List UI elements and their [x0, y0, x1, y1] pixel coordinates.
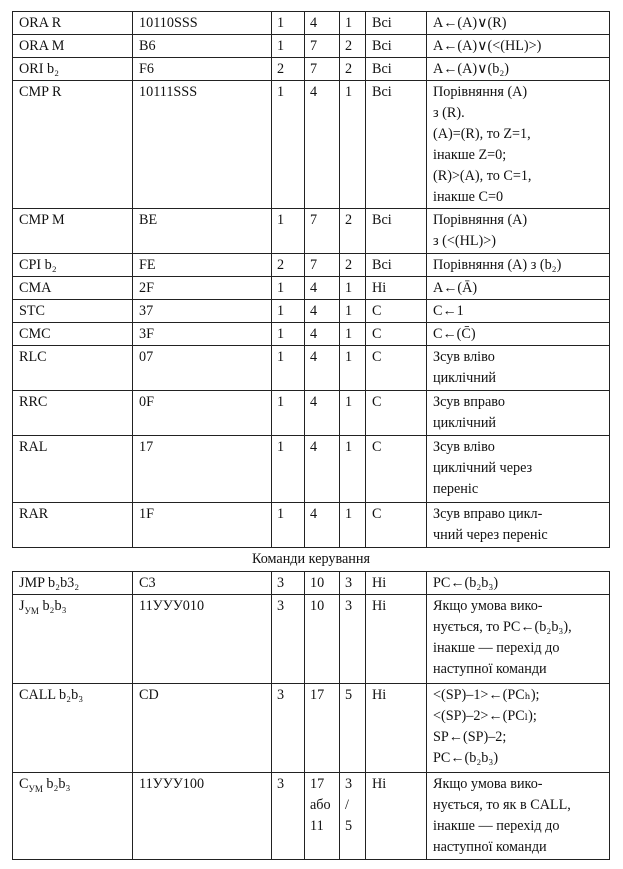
flags-cell: Ні [366, 595, 427, 684]
bytes-cell: 1 [272, 81, 305, 209]
opcode-cell: 0F [133, 391, 272, 436]
table-row [13, 595, 610, 684]
bytes-cell: 1 [272, 35, 305, 58]
section-title: Команди керування [13, 548, 610, 572]
opcode-cell: BE [133, 209, 272, 254]
opcode-cell: FE [133, 254, 272, 277]
flags-cell: Ні [366, 684, 427, 773]
flags-cell: Всі [366, 58, 427, 81]
machine-cycles-cell: 2 [340, 35, 366, 58]
description-cell: Якщо умова вико- нується, то PC←(b₂b₃), інакше — перехід до наступної команди [427, 595, 610, 684]
table-row [13, 58, 610, 81]
flags-cell: Ні [366, 572, 427, 595]
flags-cell: C [366, 300, 427, 323]
machine-cycles-cell: 1 [340, 346, 366, 391]
table-row [13, 300, 610, 323]
machine-cycles-cell: 5 [340, 684, 366, 773]
instruction-table [12, 11, 610, 860]
table-row [13, 684, 610, 773]
description-cell: Зсув вправо циклічний [427, 391, 610, 436]
mnemonic-cell: RLC [13, 346, 133, 391]
mnemonic-cell: CMA [13, 277, 133, 300]
machine-cycles-cell: 2 [340, 254, 366, 277]
cycles-cell: 4 [305, 81, 340, 209]
cycles-cell: 4 [305, 323, 340, 346]
description-cell: A←(Ā) [427, 277, 610, 300]
bytes-cell: 1 [272, 391, 305, 436]
mnemonic-cell: ORA M [13, 35, 133, 58]
table-row [13, 323, 610, 346]
cycles-cell: 7 [305, 35, 340, 58]
bytes-cell: 1 [272, 300, 305, 323]
bytes-cell: 3 [272, 773, 305, 860]
table-row [13, 572, 610, 595]
description-cell: A←(A)∨(<(HL)>) [427, 35, 610, 58]
mnemonic-cell: CALL b₂b₃ [13, 684, 133, 773]
description-cell: A←(A)∨(R) [427, 12, 610, 35]
cycles-cell: 4 [305, 503, 340, 548]
description-cell: Зсув вліво циклічний через перенiс [427, 436, 610, 503]
bytes-cell: 2 [272, 58, 305, 81]
flags-cell: Всі [366, 81, 427, 209]
bytes-cell: 2 [272, 254, 305, 277]
bytes-cell: 3 [272, 572, 305, 595]
cycles-cell: 4 [305, 436, 340, 503]
mnemonic-cell: RRC [13, 391, 133, 436]
machine-cycles-cell: 1 [340, 436, 366, 503]
table-row [13, 35, 610, 58]
bytes-cell: 1 [272, 277, 305, 300]
description-cell: Зсув вправо цикл- чний через перенiс [427, 503, 610, 548]
opcode-cell: 11УУУ100 [133, 773, 272, 860]
cycles-cell: 4 [305, 277, 340, 300]
table-row [13, 503, 610, 548]
cycles-cell: 17 [305, 684, 340, 773]
table-row [13, 81, 610, 209]
opcode-cell: C3 [133, 572, 272, 595]
cycles-cell: 4 [305, 346, 340, 391]
mnemonic-cell: CMC [13, 323, 133, 346]
bytes-cell: 3 [272, 595, 305, 684]
flags-cell: C [366, 323, 427, 346]
table-row [13, 773, 610, 860]
description-cell: Якщо умова вико- нується, то як в CALL, інакше — перехід до наступної команди [427, 773, 610, 860]
description-cell: C←(C̄) [427, 323, 610, 346]
flags-cell: Ні [366, 773, 427, 860]
opcode-cell: CD [133, 684, 272, 773]
table-row [13, 346, 610, 391]
mnemonic-cell: RAR [13, 503, 133, 548]
description-cell: PC←(b₂b₃) [427, 572, 610, 595]
opcode-cell: 37 [133, 300, 272, 323]
flags-cell: Ні [366, 277, 427, 300]
table-row [13, 254, 610, 277]
cycles-cell: 7 [305, 58, 340, 81]
opcode-cell: B6 [133, 35, 272, 58]
machine-cycles-cell: 2 [340, 58, 366, 81]
cycles-cell: 7 [305, 254, 340, 277]
description-cell: C←1 [427, 300, 610, 323]
table-row [13, 209, 610, 254]
opcode-cell: 1F [133, 503, 272, 548]
opcode-cell: 10110SSS [133, 12, 272, 35]
machine-cycles-cell: 3 [340, 572, 366, 595]
mnemonic-cell: CMP R [13, 81, 133, 209]
mnemonic-cell: $C_{УМ}$ b₂b₃ [13, 773, 133, 860]
flags-cell: C [366, 391, 427, 436]
mnemonic-cell: JMP b₂b3₂ [13, 572, 133, 595]
flags-cell: Всі [366, 12, 427, 35]
flags-cell: Всі [366, 35, 427, 58]
opcode-cell: 17 [133, 436, 272, 503]
description-cell: Порівняння (A) з (<(HL)>) [427, 209, 610, 254]
table-row [13, 391, 610, 436]
table-row [13, 277, 610, 300]
cycles-cell: 4 [305, 12, 340, 35]
table-row [13, 12, 610, 35]
machine-cycles-cell: 1 [340, 81, 366, 209]
machine-cycles-cell: 1 [340, 300, 366, 323]
machine-cycles-cell: 3 / 5 [340, 773, 366, 860]
table-row [13, 436, 610, 503]
flags-cell: Всі [366, 254, 427, 277]
machine-cycles-cell: 1 [340, 323, 366, 346]
mnemonic-cell: RAL [13, 436, 133, 503]
bytes-cell: 1 [272, 209, 305, 254]
flags-cell: C [366, 346, 427, 391]
section-header [13, 548, 610, 572]
flags-cell: Всі [366, 209, 427, 254]
bytes-cell: 3 [272, 684, 305, 773]
bytes-cell: 1 [272, 12, 305, 35]
description-cell: A←(A)∨(b₂) [427, 58, 610, 81]
machine-cycles-cell: 1 [340, 391, 366, 436]
opcode-cell: 3F [133, 323, 272, 346]
bytes-cell: 1 [272, 323, 305, 346]
machine-cycles-cell: 2 [340, 209, 366, 254]
cycles-cell: 4 [305, 391, 340, 436]
description-cell: Зсув вліво циклічний [427, 346, 610, 391]
cycles-cell: 10 [305, 595, 340, 684]
opcode-cell: F6 [133, 58, 272, 81]
machine-cycles-cell: 1 [340, 503, 366, 548]
opcode-cell: 10111SSS [133, 81, 272, 209]
description-cell: Порівняння (A) з (b₂) [427, 254, 610, 277]
flags-cell: C [366, 503, 427, 548]
cycles-cell: 4 [305, 300, 340, 323]
machine-cycles-cell: 1 [340, 277, 366, 300]
cycles-cell: 17 або 11 [305, 773, 340, 860]
opcode-cell: 2F [133, 277, 272, 300]
mnemonic-cell: STC [13, 300, 133, 323]
cycles-cell: 7 [305, 209, 340, 254]
opcode-cell: 07 [133, 346, 272, 391]
mnemonic-cell: ORA R [13, 12, 133, 35]
mnemonic-cell: $J_{УМ}$ b₂b₃ [13, 595, 133, 684]
cycles-cell: 10 [305, 572, 340, 595]
bytes-cell: 1 [272, 436, 305, 503]
description-cell: Порівняння (A) з (R). (A)=(R), то Z=1, інакше Z=0; (R)>(A), то C=1, інакше C=0 [427, 81, 610, 209]
mnemonic-cell: CMP M [13, 209, 133, 254]
instruction-rows-arithmetic-logic [13, 12, 610, 548]
mnemonic-cell: CPI b₂ [13, 254, 133, 277]
flags-cell: C [366, 436, 427, 503]
machine-cycles-cell: 1 [340, 12, 366, 35]
mnemonic-cell: ORI b₂ [13, 58, 133, 81]
description-cell: <(SP)–1>←(PCₕ); <(SP)–2>←(PCₗ); SP←(SP)–2; PC←(b₂b₃) [427, 684, 610, 773]
bytes-cell: 1 [272, 346, 305, 391]
bytes-cell: 1 [272, 503, 305, 548]
instruction-rows-control [13, 572, 610, 860]
opcode-cell: 11УУУ010 [133, 595, 272, 684]
machine-cycles-cell: 3 [340, 595, 366, 684]
